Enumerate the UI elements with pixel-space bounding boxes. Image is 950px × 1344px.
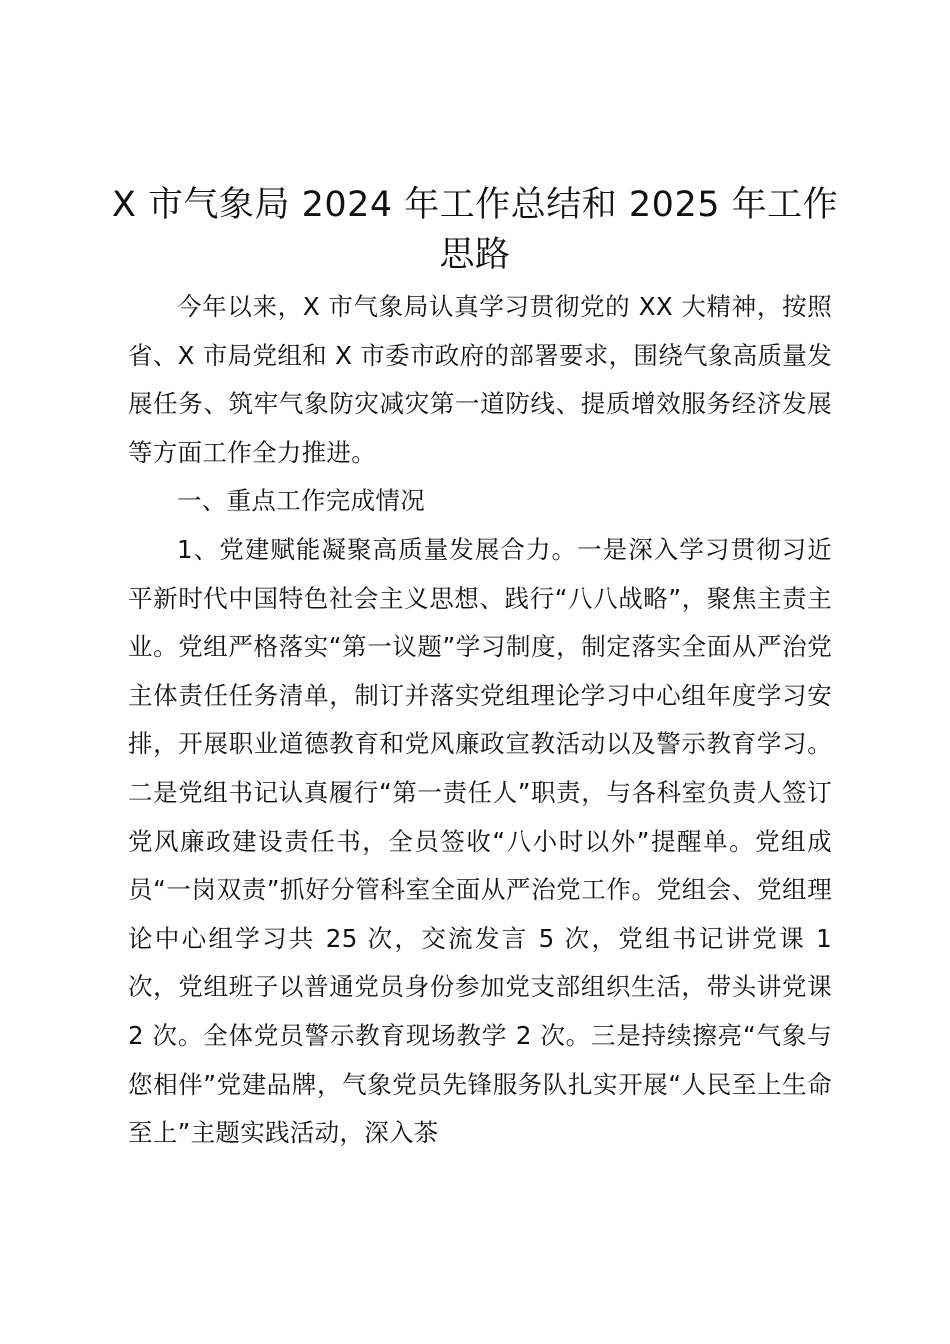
document-title: X 市气象局 2024 年工作总结和 2025 年工作思路	[111, 185, 839, 275]
intro-paragraph: 今年以来，X 市气象局认真学习贯彻党的 XX 大精神，按照省、X 市局党组和 X 市委市政府的部署要求，围绕气象高质量发展任务、筑牢气象防灾减灾第一道防线、提质增效服务经济发展等方面工作全力推进。	[128, 292, 832, 467]
section-heading: 一、重点工作完成情况	[177, 486, 425, 516]
document-body	[128, 283, 832, 1158]
body-paragraph: 1、党建赋能凝聚高质量发展合力。一是深入学习贯彻习近平新时代中国特色社会主义思想、践行“八八战略”，聚焦主责主业。党组严格落实“第一议题”学习制度，制定落实全面从严治党主体责任任务清单，制订并落实党组理论学习中心组年度学习安排，开展职业道德教育和党风廉政宣教活动以及警示教育学习。二是党组书记认真履行“第一责任人”职责，与各科室负责人签订党风廉政建设责任书，全员签收“八小时以外”提醒单。党组成员“一岗双责”抓好分管科室全面从严治党工作。党组会、党组理论中心组学习共 25 次，交流发言 5 次，党组书记讲党课 1 次，党组班子以普通党员身份参加党支部组织生活，带头讲党课 2 次。全体党员警示教育现场教学 2 次。三是持续擦亮“气象与您相伴”党建品牌，气象党员先锋服务队扎实开展“人民至上生命至上”主题实践活动，深入茶	[128, 534, 832, 1148]
